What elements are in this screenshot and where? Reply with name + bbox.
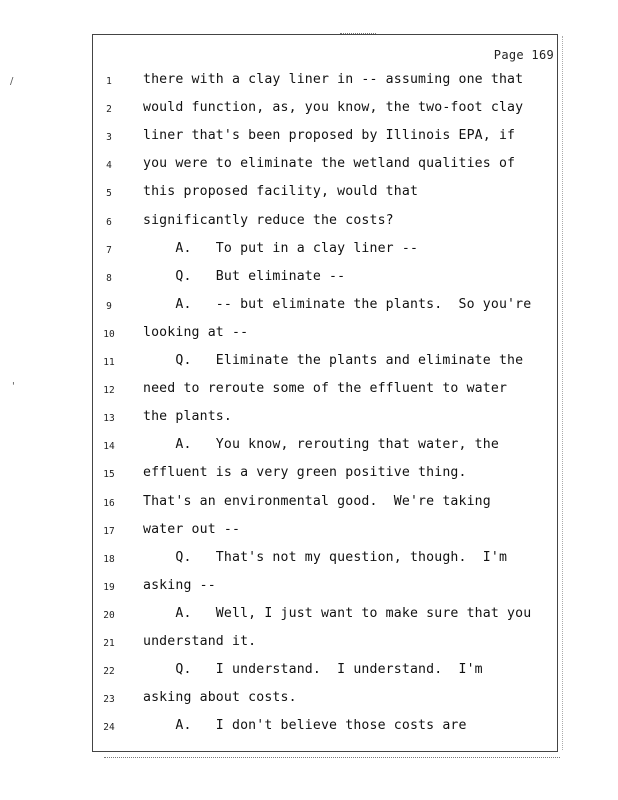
line-text: Q. I understand. I understand. I'm: [143, 662, 483, 678]
line-text: liner that's been proposed by Illinois EPA, if: [143, 128, 516, 144]
line-text: water out --: [143, 521, 241, 537]
transcript-line: [0, 353, 618, 381]
line-number: 1: [106, 76, 112, 87]
line-number: 19: [103, 581, 115, 593]
line-number: 17: [103, 525, 115, 537]
page-number: Page 169: [493, 48, 554, 62]
transcript-line: [0, 297, 618, 325]
line-text: you were to eliminate the wetland qualities of: [143, 156, 516, 172]
transcript-line: [0, 634, 618, 662]
line-text: this proposed facility, would that: [143, 184, 419, 200]
transcript-line: [0, 718, 618, 746]
transcript-line: [0, 690, 618, 718]
transcript-line: [0, 184, 618, 212]
line-number: 22: [103, 666, 115, 678]
margin-mark: /: [10, 76, 14, 87]
line-number: 13: [103, 413, 115, 425]
line-text: Q. That's not my question, though. I'm: [143, 549, 508, 565]
line-text: A. You know, rerouting that water, the: [143, 437, 499, 453]
line-text: A. To put in a clay liner --: [143, 240, 419, 256]
line-number: 20: [103, 609, 115, 621]
bottom-rule: [104, 757, 560, 758]
transcript-line: [0, 241, 618, 269]
line-number: 15: [103, 469, 115, 481]
transcript-line: [0, 72, 618, 100]
transcript-line: [0, 213, 618, 241]
transcript-line: [0, 269, 618, 297]
transcript-line: [0, 550, 618, 578]
line-number: 4: [106, 160, 112, 172]
transcript-line: [0, 494, 618, 522]
line-text: the plants.: [143, 409, 232, 425]
line-text: Q. Eliminate the plants and eliminate the: [143, 353, 524, 368]
line-text: That's an environmental good. We're taking: [143, 493, 491, 509]
line-text: need to reroute some of the effluent to water: [143, 381, 508, 397]
transcript-line: [0, 409, 618, 437]
line-number: 21: [103, 638, 115, 649]
line-text: effluent is a very green positive thing.: [143, 465, 467, 481]
line-number: 23: [103, 694, 115, 706]
line-number: 18: [103, 553, 115, 565]
transcript-line: [0, 578, 618, 606]
line-text: there with a clay liner in -- assuming one that: [143, 72, 524, 87]
line-text: asking about costs.: [143, 690, 297, 706]
transcript-line: [0, 156, 618, 184]
line-number: 16: [103, 497, 115, 509]
transcript-line: [0, 606, 618, 634]
line-text: asking --: [143, 577, 216, 593]
line-number: 6: [106, 216, 112, 228]
line-text: would function, as, you know, the two-foot clay: [143, 100, 524, 116]
line-number: 5: [106, 188, 112, 200]
line-text: looking at --: [143, 324, 249, 340]
line-number: 24: [103, 722, 115, 734]
line-text: A. -- but eliminate the plants. So you're: [143, 296, 532, 312]
transcript-line: [0, 100, 618, 128]
line-number: 3: [106, 132, 112, 144]
line-number: 7: [106, 244, 112, 256]
line-number: 14: [103, 441, 115, 453]
transcript-line: [0, 381, 618, 409]
line-text: A. Well, I just want to make sure that you: [143, 605, 532, 621]
margin-mark: ': [12, 381, 15, 392]
line-number: 8: [106, 272, 112, 284]
transcript-line: [0, 662, 618, 690]
line-number: 9: [106, 300, 112, 312]
line-number: 2: [106, 104, 112, 116]
line-number: 11: [103, 357, 115, 368]
transcript-line: [0, 465, 618, 493]
transcript-line: [0, 128, 618, 156]
transcript-line: [0, 325, 618, 353]
line-text: A. I don't believe those costs are: [143, 718, 467, 734]
line-text: significantly reduce the costs?: [143, 212, 394, 228]
top-rule: [340, 33, 376, 34]
line-text: Q. But eliminate --: [143, 268, 346, 284]
line-text: understand it.: [143, 634, 257, 649]
line-number: 12: [103, 385, 115, 397]
line-number: 10: [103, 328, 115, 340]
transcript-line: [0, 522, 618, 550]
transcript-line: [0, 437, 618, 465]
